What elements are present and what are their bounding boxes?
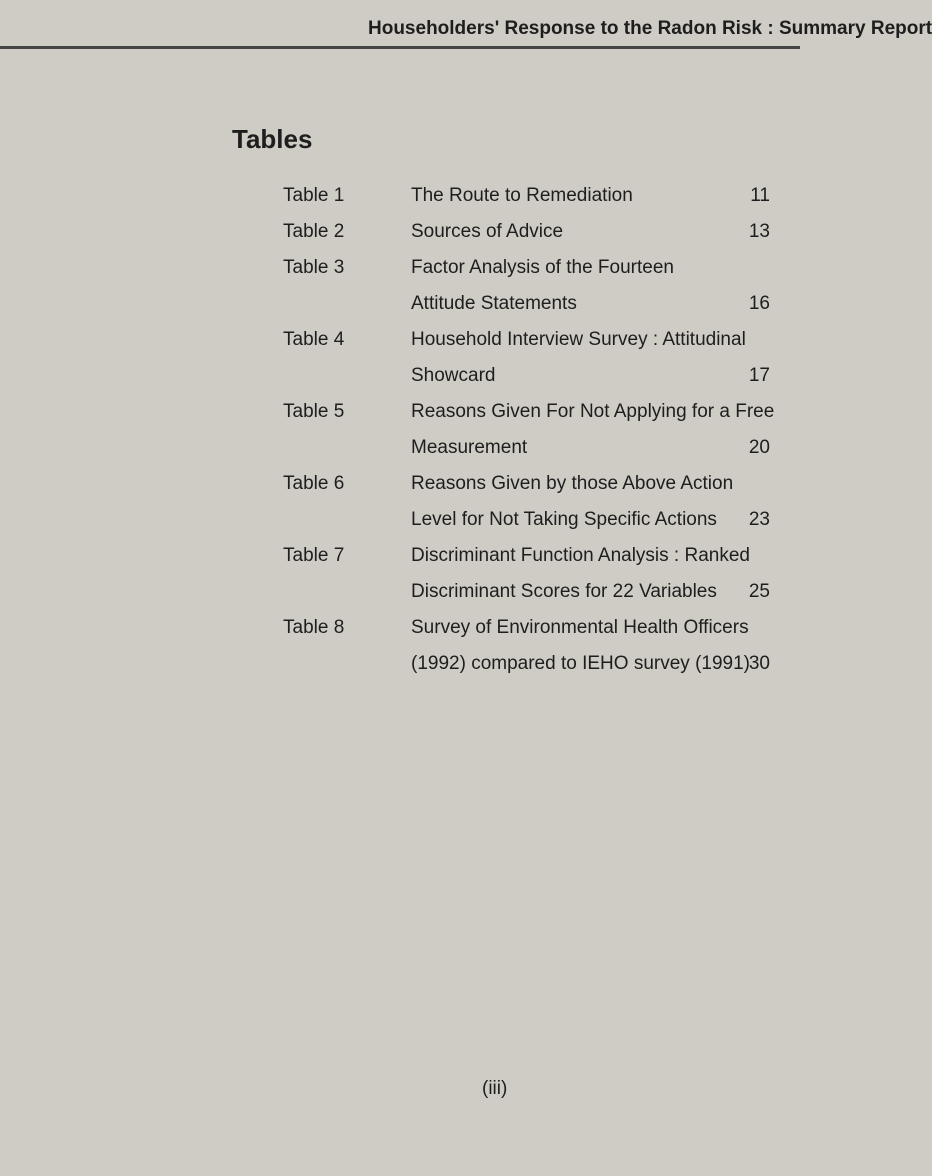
table-label: Table 7 — [283, 545, 345, 566]
page-folio: (iii) — [482, 1078, 508, 1099]
table-title-line: Reasons Given by those Above Action — [411, 473, 734, 494]
table-title-line: Factor Analysis of the Fourteen — [411, 257, 674, 278]
table-title-line: Survey of Environmental Health Officers — [411, 617, 749, 638]
table-title-line: Level for Not Taking Specific Actions — [411, 509, 717, 530]
table-title-line: Attitude Statements — [411, 293, 577, 314]
table-page-number: 16 — [748, 293, 770, 314]
table-title — [411, 471, 734, 543]
table-page-number: 11 — [750, 185, 770, 206]
table-title — [411, 543, 750, 615]
table-title-line: Measurement — [411, 437, 528, 458]
table-title — [411, 255, 721, 327]
table-title — [411, 615, 750, 687]
table-label: Table 5 — [283, 401, 345, 422]
table-title-line: Discriminant Scores for 22 Variables — [411, 581, 717, 602]
header-rule — [0, 46, 800, 49]
table-title-line: Sources of Advice — [411, 221, 564, 242]
table-label: Table 6 — [283, 473, 345, 494]
table-title-line: Household Interview Survey : Attitudinal — [411, 329, 746, 350]
table-label: Table 1 — [283, 185, 345, 206]
section-title: Tables — [232, 124, 313, 154]
table-title-line: Reasons Given For Not Applying for a Free — [411, 401, 775, 422]
table-label: Table 3 — [283, 257, 345, 278]
table-page-number: 17 — [748, 365, 770, 386]
table-title — [411, 183, 721, 219]
table-title-line: Showcard — [411, 365, 496, 386]
table-label: Table 2 — [283, 221, 345, 242]
table-title-line: The Route to Remediation — [411, 185, 633, 206]
table-page-number: 13 — [748, 221, 770, 242]
table-page-number: 23 — [748, 509, 770, 530]
table-page-number: 30 — [748, 653, 770, 674]
table-title — [411, 219, 721, 255]
table-page-number: 25 — [748, 581, 770, 602]
table-title-line: Discriminant Function Analysis : Ranked — [411, 545, 750, 566]
table-title-line: (1992) compared to IEHO survey (1991) — [411, 653, 750, 674]
table-title — [411, 327, 746, 399]
table-label: Table 4 — [283, 329, 345, 350]
running-header: Householders' Response to the Radon Risk : Summary Report — [368, 18, 932, 39]
table-page-number: 20 — [748, 437, 770, 458]
table-label: Table 8 — [283, 617, 345, 638]
